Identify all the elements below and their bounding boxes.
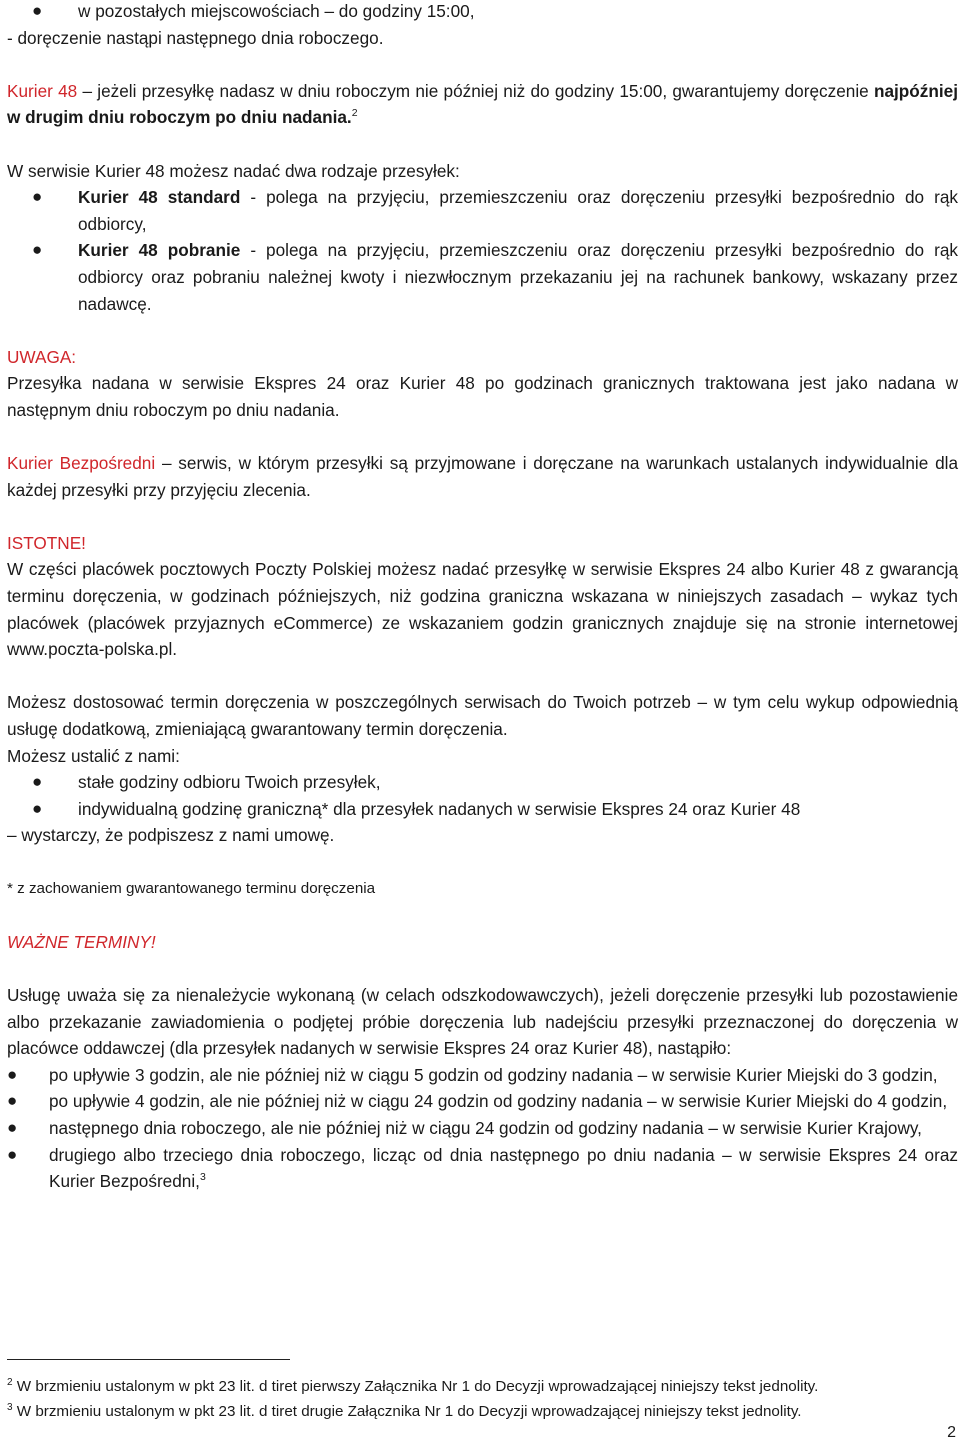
adjust-list xyxy=(7,769,958,822)
footnote-number: 3 xyxy=(7,1401,13,1413)
top-bullet-list xyxy=(7,0,958,25)
bezposredni-text: – serwis, w którym przesyłki są przyjmowane i doręczane na warunkach ustalanych indywidualnie dla każdej przesyłki przy przyjęciu zlecenia. xyxy=(7,453,958,500)
adjust-outro: – wystarczy, że podpiszesz z nami umowę. xyxy=(7,825,335,846)
uwaga-heading: UWAGA: xyxy=(7,346,77,367)
footnote-text: W brzmieniu ustalonym w pkt 23 lit. d tiret pierwszy Załącznika Nr 1 do Decyzji wprowadzającej niniejszy tekst jednolity. xyxy=(12,1378,819,1395)
footnote-ref: 3 xyxy=(199,1171,206,1184)
adjust-text: Możesz dostosować termin doręczenia w poszczególnych serwisach do Twoich potrzeb – w tym celu wykup odpowiednią usługę dodatkową, zmieniającą gwarantowany termin doręczenia. xyxy=(7,692,958,740)
bullet-icon: ● xyxy=(32,798,43,818)
adjust-intro: Możesz ustalić z nami: xyxy=(7,745,180,766)
list-item xyxy=(7,1142,958,1195)
kurier48-text: – jeżeli przesyłkę nadasz w dniu roboczym nie później niż do godziny 15:00, gwarantujemy doręczenie xyxy=(77,80,874,101)
kurier48-bold-text: najpóźniej w drugim dniu roboczym po dniu nadania. xyxy=(7,80,958,128)
list-item-text: po upływie 4 godzin, ale nie później niż w ciągu 24 godzin od godziny nadania – w serwisie Kurier Miejski do 4 godzin, xyxy=(49,1091,948,1112)
bullet-icon: ● xyxy=(32,772,43,792)
kurier48-paragraph xyxy=(7,78,958,131)
footnote-text: W brzmieniu ustalonym w pkt 23 lit. d tiret drugie Załącznika Nr 1 do Decyzji wprowadzającej niniejszy tekst jednolity. xyxy=(12,1402,802,1420)
footnote xyxy=(7,1375,958,1400)
list-item-text: - polega na przyjęciu, przemieszczeniu oraz doręczeniu przesyłki bezpośrednio do rąk odbiorcy oraz pobraniu należnej kwoty i niezwłocznym przekazaniu jej na rachunek bankowy, wskazany przez nadawcę. xyxy=(78,240,958,314)
footnote-ref: 2 xyxy=(351,107,358,120)
footnote-number: 2 xyxy=(7,1377,13,1388)
list-item xyxy=(7,184,958,237)
list-item-text: następnego dnia roboczego, ale nie później niż w ciągu 24 godzin od godziny nadania – w serwisie Kurier Krajowy, xyxy=(49,1117,922,1138)
types-list xyxy=(7,184,958,317)
list-item xyxy=(7,1088,958,1115)
list-item xyxy=(7,1115,958,1142)
bullet-icon: ● xyxy=(7,1064,18,1084)
bullet-icon: ● xyxy=(32,187,43,207)
list-item xyxy=(7,796,958,823)
uwaga-text: Przesyłka nadana w serwisie Ekspres 24 oraz Kurier 48 po godzinach granicznych traktowana jest jako nadana w następnym dniu roboczym po dniu nadania. xyxy=(7,373,958,420)
footnote-separator xyxy=(7,1359,290,1360)
wazne-list xyxy=(7,1062,958,1195)
list-item-text: indywidualną godzinę graniczną* dla przesyłek nadanych w serwisie Ekspres 24 oraz Kurier 48 xyxy=(78,798,801,819)
bullet-icon: ● xyxy=(32,240,43,260)
wazne-heading: WAŻNE TERMINY! xyxy=(7,931,156,952)
list-item xyxy=(7,237,958,317)
list-item-bold: Kurier 48 standard xyxy=(78,187,241,208)
list-item xyxy=(7,0,958,25)
continuation-text: - doręczenie nastąpi następnego dnia roboczego. xyxy=(7,27,384,48)
list-item xyxy=(7,769,958,796)
footnote xyxy=(7,1400,958,1425)
asterisk-note: * z zachowaniem gwarantowanego terminu doręczenia xyxy=(7,879,376,897)
bezposredni-paragraph xyxy=(7,450,958,503)
footnotes xyxy=(7,1375,958,1424)
bullet-icon: ● xyxy=(7,1144,18,1164)
istotne-heading: ISTOTNE! xyxy=(7,532,86,553)
page-number: 2 xyxy=(947,1424,956,1441)
list-item-text: drugiego albo trzeciego dnia roboczego, licząc od dnia następnego po dniu nadania – w serwisie Ekspres 24 oraz Kurier Bezpośredni, xyxy=(49,1144,958,1192)
bezposredni-name: Kurier Bezpośredni xyxy=(7,453,156,474)
list-item-text: po upływie 3 godzin, ale nie później niż w ciągu 5 godzin od godziny nadania – w serwisie Kurier Miejski do 3 godzin, xyxy=(49,1064,938,1085)
list-item xyxy=(7,1062,958,1089)
types-intro: W serwisie Kurier 48 możesz nadać dwa rodzaje przesyłek: xyxy=(7,160,460,181)
document-page xyxy=(7,0,958,1195)
istotne-text: W części placówek pocztowych Poczty Polskiej możesz nadać przesyłkę w serwisie Ekspres 24 albo Kurier 48 z gwarancją terminu doręczenia, w godzinach późniejszych, niż godzina graniczna wskazana w niniejszych zasadach – wykaz tych placówek (placówek przyjaznych eCommerce) ze wskazaniem godzin granicznych znajduje się na stronie internetowej www.poczta-polska.pl. xyxy=(7,559,958,660)
list-item-text: stałe godziny odbioru Twoich przesyłek, xyxy=(78,772,381,793)
list-item-text: - polega na przyjęciu, przemieszczeniu oraz doręczeniu przesyłki bezpośrednio do rąk odbiorcy, xyxy=(78,187,958,234)
list-item-text: w pozostałych miejscowościach – do godziny 15:00, xyxy=(78,1,475,21)
list-item-bold: Kurier 48 pobranie xyxy=(78,240,241,261)
wazne-text: Usługę uważa się za nienależycie wykonaną (w celach odszkodowawczych), jeżeli doręczenie przesyłki lub pozostawienie albo przekazanie zawiadomienia o podjętej próbie doręczenia lub nadejściu przesyłki przeznaczonej do doręczenia w placówce oddawczej (dla przesyłek nadanych w serwisie Ekspres 24 oraz Kurier 48), nastąpiło: xyxy=(7,984,958,1059)
bullet-icon: ● xyxy=(7,1091,18,1111)
bullet-icon: ● xyxy=(32,1,43,20)
kurier48-name: Kurier 48 xyxy=(7,80,78,101)
bullet-icon: ● xyxy=(7,1117,18,1137)
